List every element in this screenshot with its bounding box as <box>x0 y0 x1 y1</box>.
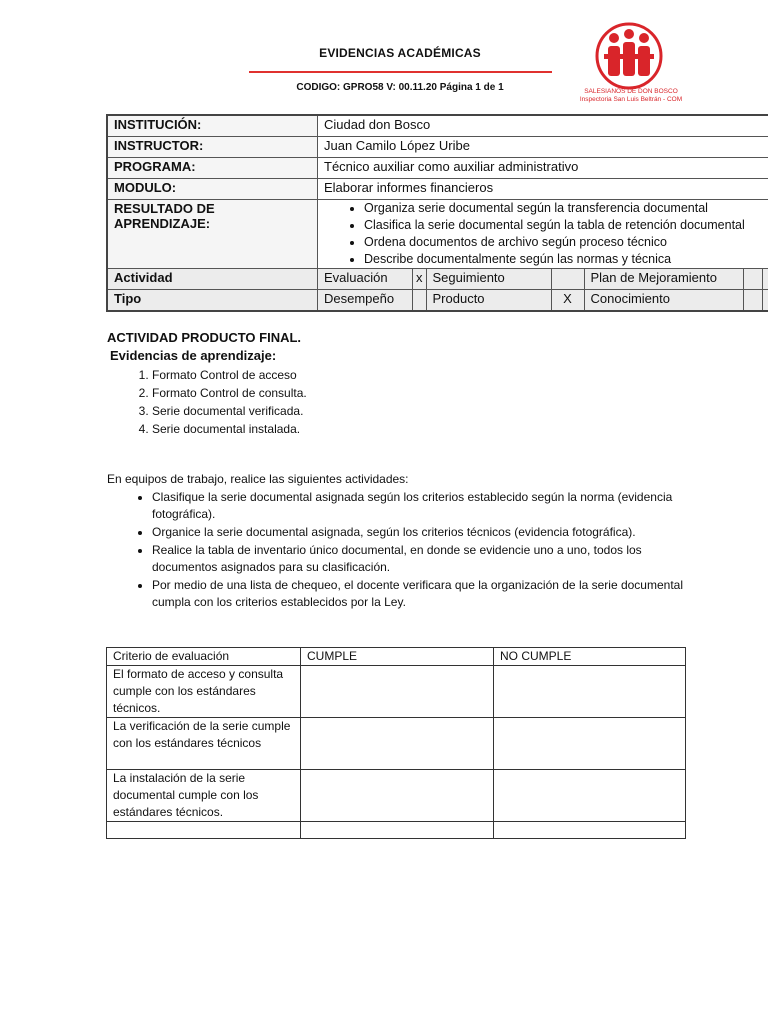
list-item: • Organice la serie documental asignada, según los criterios técnicos (evidencia fotográfica). <box>152 524 692 541</box>
list-item: 3. Serie documental verificada. <box>152 402 307 420</box>
criterion-cell: La verificación de la serie cumple con los estándares técnicos <box>107 718 301 770</box>
option-cell: Seguimiento <box>426 269 551 290</box>
list-item: 2. Formato Control de consulta. <box>152 384 307 402</box>
option-mark <box>551 269 584 290</box>
info-value: Juan Camilo López Uribe <box>318 137 768 158</box>
option-cell: Evaluación <box>318 269 413 290</box>
table-header-row <box>107 648 686 666</box>
criterion-cell <box>107 822 301 839</box>
cumple-cell <box>301 666 494 718</box>
resultados-cell <box>318 200 768 269</box>
criteria-table <box>106 647 686 839</box>
tipo-label: Tipo <box>107 290 318 312</box>
option-cell: Producto <box>426 290 551 312</box>
list-item: • Organiza serie documental según la transferencia documental <box>364 200 768 217</box>
info-label: MODULO: <box>107 179 318 200</box>
no-cumple-cell <box>494 770 686 822</box>
info-row <box>107 115 768 137</box>
column-header: CUMPLE <box>301 648 494 666</box>
actividad-label: Actividad <box>107 269 318 290</box>
info-row <box>107 137 768 158</box>
table-row <box>107 718 686 770</box>
option-cell: Desempeño <box>318 290 413 312</box>
column-header: Criterio de evaluación <box>107 648 301 666</box>
document-code: CODIGO: GPRO58 V: 00.11.20 Página 1 de 1 <box>296 82 504 93</box>
table-row <box>107 666 686 718</box>
info-value: Ciudad don Bosco <box>318 115 768 137</box>
logo-subtitle: Inspectoria San Luis Beltrán - COM <box>579 96 683 103</box>
resultados-label: RESULTADO DE APRENDIZAJE: <box>107 200 318 269</box>
option-mark <box>743 290 762 312</box>
cumple-cell <box>301 718 494 770</box>
no-cumple-cell <box>494 666 686 718</box>
option-mark <box>413 290 427 312</box>
no-cumple-cell <box>494 718 686 770</box>
document-title: EVIDENCIAS ACADÉMICAS <box>319 46 481 60</box>
info-label: PROGRAMA: <box>107 158 318 179</box>
list-item: • Clasifique la serie documental asignada según los criterios establecido según la norma (evidencia fotográfica). <box>152 489 692 523</box>
list-item: 4. Serie documental instalada. <box>152 420 307 438</box>
filler-cell <box>762 269 768 290</box>
no-cumple-cell <box>494 822 686 839</box>
info-row <box>107 179 768 200</box>
column-header: NO CUMPLE <box>494 648 686 666</box>
criterion-cell: La instalación de la serie documental cumple con los estándares técnicos. <box>107 770 301 822</box>
cumple-cell <box>301 822 494 839</box>
list-item: • Clasifica la serie documental según la tabla de retención documental <box>364 217 768 234</box>
resultados-list <box>318 200 768 268</box>
logo-caption <box>566 88 696 104</box>
info-row <box>107 158 768 179</box>
option-mark <box>743 269 762 290</box>
list-item: 1. Formato Control de acceso <box>152 366 307 384</box>
info-label: INSTITUCIÓN: <box>107 115 318 137</box>
actividad-row <box>107 269 768 290</box>
option-mark: x <box>413 269 427 290</box>
option-cell: Conocimiento <box>584 290 743 312</box>
info-value: Elaborar informes financieros <box>318 179 768 200</box>
section-subheading: Evidencias de aprendizaje: <box>110 348 277 363</box>
activities-intro: En equipos de trabajo, realice las siguientes actividades: <box>107 472 409 486</box>
list-item: • Describe documentalmente según las normas y técnica <box>364 251 768 268</box>
course-info-table <box>106 114 768 312</box>
option-cell: Plan de Mejoramiento <box>584 269 743 290</box>
resultados-row <box>107 200 768 269</box>
option-mark: X <box>551 290 584 312</box>
list-item: • Realice la tabla de inventario único documental, en donde se evidencie uno a uno, todos los documentos asignados para su clasificación. <box>152 542 692 576</box>
table-row <box>107 770 686 822</box>
title-underline <box>249 71 552 73</box>
cumple-cell <box>301 770 494 822</box>
table-row <box>107 822 686 839</box>
list-item: • Por medio de una lista de chequeo, el docente verificara que la organización de la serie documental cumpla con los criterios establecidos por la Ley. <box>152 577 692 611</box>
logo-name: SALESIANOS DE DON BOSCO <box>584 88 678 95</box>
info-value: Técnico auxiliar como auxiliar administrativo <box>318 158 768 179</box>
filler-cell <box>762 290 768 312</box>
list-item: • Ordena documentos de archivo según proceso técnico <box>364 234 768 251</box>
criterion-cell: El formato de acceso y consulta cumple con los estándares técnicos. <box>107 666 301 718</box>
tipo-row <box>107 290 768 312</box>
info-label: INSTRUCTOR: <box>107 137 318 158</box>
evidence-list <box>107 366 307 438</box>
section-heading: ACTIVIDAD PRODUCTO FINAL. <box>107 330 302 345</box>
activities-list <box>107 489 692 612</box>
